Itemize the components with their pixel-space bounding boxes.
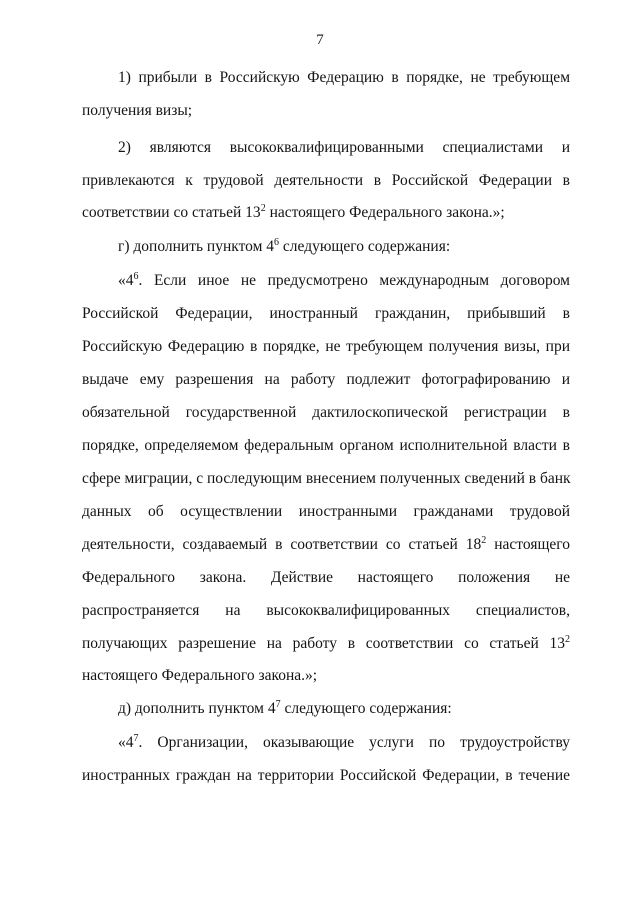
text-line: «$4^6$. Если иное не предусмотрено международным договором [118, 271, 570, 289]
text-line: Российской Федерации, иностранный гражданин, прибывший в [82, 305, 570, 322]
text-line: г) дополнить пунктом $4^6$ следующего содержания: [118, 237, 451, 255]
text-line: данных об осуществлении иностранными гражданами трудовой [82, 503, 570, 520]
text-line: соответствии со статьей $13^2$ настоящего Федерального закона.»; [82, 203, 505, 221]
text-line: сфере миграции, с последующим внесением полученных сведений в банк [82, 470, 571, 487]
text-line: д) дополнить пунктом $4^7$ следующего содержания: [118, 699, 452, 717]
text-line: 1) прибыли в Российскую Федерацию в порядке, не требующем [118, 69, 570, 86]
text-line: привлекаются к трудовой деятельности в Российской Федерации в [82, 172, 570, 189]
superscript: 2 [565, 634, 570, 645]
text-line: получения визы; [82, 102, 193, 119]
text-line: иностранных граждан на территории Российской Федерации, в течение [82, 767, 570, 784]
text-line: обязательной государственной дактилоскопической регистрации в [82, 404, 570, 421]
superscript: 7 [133, 733, 139, 744]
text-line: порядке, определяемом федеральным органом исполнительной власти в [82, 437, 570, 454]
text-line: 2) являются высококвалифицированными специалистами и [118, 139, 570, 156]
text-line: «$4^7$. Организации, оказывающие услуги по трудоустройству [118, 733, 570, 751]
superscript: 6 [133, 271, 139, 282]
text-line: деятельности, создаваемый в соответствии со статьей $18^2$ настоящего [82, 535, 570, 553]
superscript: 2 [260, 203, 266, 214]
text-line: выдаче ему разрешения на работу подлежит фотографированию и [82, 371, 570, 388]
superscript: 7 [275, 699, 281, 710]
page-number: 7 [316, 32, 324, 48]
text-line: настоящего Федерального закона.»; [82, 667, 318, 684]
superscript: 2 [481, 535, 487, 546]
text-line: Федерального закона. Действие настоящего положения не [82, 569, 570, 586]
superscript: 6 [274, 237, 280, 248]
text-line: Российскую Федерацию в порядке, не требующем получения визы, при [82, 338, 570, 355]
text-line: получающих разрешение на работу в соответствии со статьей $13^2$ [82, 634, 570, 652]
text-line: распространяется на высококвалифицированных специалистов, [82, 602, 570, 619]
